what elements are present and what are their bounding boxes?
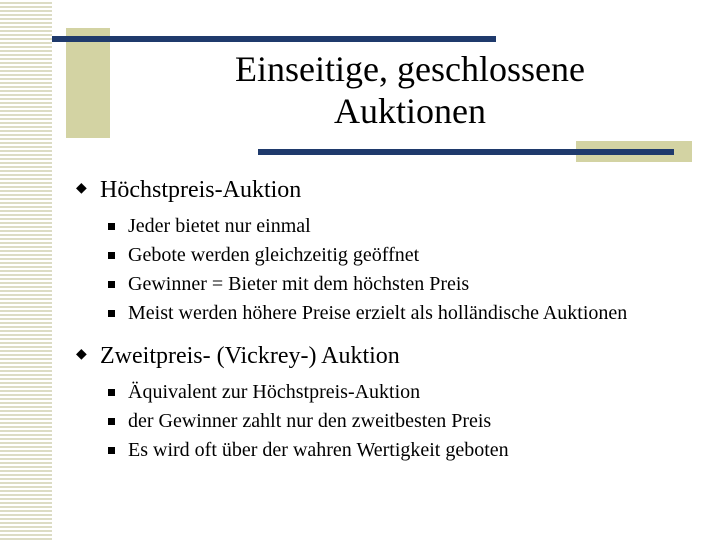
section-heading	[70, 340, 700, 372]
slide-title-line-1: Einseitige, geschlossene	[235, 49, 585, 89]
list-item-text: Äquivalent zur Höchstpreis-Auktion	[128, 381, 421, 403]
slide-title-line-2: Auktionen	[334, 91, 486, 131]
list-item-text: Gewinner = Bieter mit dem höchsten Preis	[128, 273, 470, 295]
list-item	[70, 378, 700, 407]
list-item	[70, 241, 700, 270]
decorative-olive-block-top	[66, 28, 110, 138]
square-bullet-icon	[108, 223, 115, 230]
square-bullet-icon	[108, 447, 115, 454]
section-heading	[70, 174, 700, 206]
square-bullet-icon	[108, 310, 115, 317]
decorative-bar-bottom	[258, 149, 674, 155]
bullet-list	[70, 212, 700, 328]
list-item	[70, 407, 700, 436]
diamond-bullet-icon: ◆	[76, 181, 87, 196]
square-bullet-icon	[108, 418, 115, 425]
slide-body	[70, 174, 700, 471]
section-heading-text: Zweitpreis- (Vickrey-) Auktion	[100, 343, 400, 369]
slide-title	[130, 48, 690, 132]
decorative-bar-top	[52, 36, 496, 42]
decorative-stripe	[0, 0, 52, 540]
section-heading-text: Höchstpreis-Auktion	[100, 177, 302, 203]
square-bullet-icon	[108, 281, 115, 288]
list-item-text: Meist werden höhere Preise erzielt als holländische Auktionen	[128, 302, 628, 324]
list-item	[70, 436, 700, 465]
list-item	[70, 212, 700, 241]
diamond-bullet-icon: ◆	[76, 347, 87, 362]
list-item-text: Gebote werden gleichzeitig geöffnet	[128, 244, 420, 266]
square-bullet-icon	[108, 252, 115, 259]
list-item-text: der Gewinner zahlt nur den zweitbesten Preis	[128, 410, 492, 432]
bullet-list	[70, 378, 700, 465]
list-item-text: Es wird oft über der wahren Wertigkeit geboten	[128, 439, 509, 461]
list-item	[70, 299, 700, 328]
list-item	[70, 270, 700, 299]
list-item-text: Jeder bietet nur einmal	[128, 215, 311, 237]
square-bullet-icon	[108, 389, 115, 396]
